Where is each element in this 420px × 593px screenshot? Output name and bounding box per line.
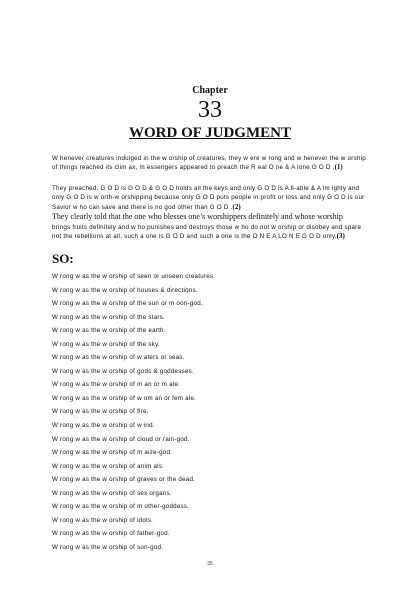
list-item: W rong w as the w orship of m an or m ale. <box>52 381 181 389</box>
list-item: W rong w as the w orship of idols. <box>52 516 154 524</box>
so-heading: SO: <box>52 251 74 266</box>
list-item: W rong w as the w orship of w ind. <box>52 422 155 430</box>
list-item: W rong w as the w orship of seen or unseen creatures. <box>52 273 216 280</box>
wrong-worship-list <box>52 270 370 554</box>
paragraph-3 <box>52 223 370 242</box>
list-item: W rong w as the w orship of the stars. <box>52 313 166 321</box>
list-item: W rong w as the w orship of the sky. <box>52 340 160 348</box>
paragraph-3-lead: They clearly told that the one who blesses one’s worshippers definitely and whose worship <box>52 212 343 221</box>
paragraph-2 <box>52 184 370 212</box>
list-item: W rong w as the w orship of sex organs. <box>52 489 172 497</box>
list-item: W rong w as the w orship of anim als. <box>52 462 165 470</box>
list-item: W rong w as the w orship of the sun or m oon-god. <box>52 300 203 308</box>
paragraph-2-text: They preached, G O D is G O D & G O D holds all the keys and only G O D is A ll-able & A lm ighty and only G O D is w orth-w orshipping because only G O D puts people in profit or loss and only G O D is our Savior w ho can save and there is no god other than G O D . <box>52 185 365 211</box>
list-item: W rong w as the w orship of son-god. <box>52 543 164 551</box>
list-item: W rong w as the w orship of cloud or rain-god. <box>52 435 190 443</box>
chapter-number: 33 <box>198 97 222 123</box>
list-item: W rong w as the w orship of m aize-god. <box>52 449 173 457</box>
list-item: W rong w as the w orship of gods & goddesses. <box>52 367 194 375</box>
list-item: W rong w as the w orship of fire. <box>52 408 149 416</box>
paragraph-1-text: W henever creatures indulged in the w orship of creatures, they w ere w rong and w henever the w orship of things reached its clim ax, m essengers appeared to preach the R eal O ne & A lone G O D . <box>52 155 366 172</box>
list-item: W rong w as the w orship of w om an or fem ale. <box>52 394 197 402</box>
footnote-ref-2: (2) <box>232 202 241 211</box>
list-item: W rong w as the w orship of father-god. <box>52 530 170 538</box>
paragraph-1 <box>52 154 370 173</box>
list-item: W rong w as the w orship of m other-goddess. <box>52 503 190 511</box>
footnote-ref-3: (3) <box>336 232 345 241</box>
list-item: W rong w as the w orship of houses & directions. <box>52 286 198 294</box>
list-item: W rong w as the w orship of w aters or seas. <box>52 354 185 362</box>
list-item: W rong w as the w orship of the earth. <box>52 327 166 335</box>
page-number: 35 <box>207 561 213 567</box>
paragraph-3-text: brings fruits definitely and w ho punishes and destroys those w ho do not w orship or disobey and spare not the rebellions at all, such a one is G O D and such a one is the O N E A LO N E G O D only. <box>52 224 362 241</box>
chapter-label: Chapter <box>192 85 228 96</box>
chapter-title: WORD OF JUDGMENT <box>129 125 291 141</box>
list-item: W rong w as the w orship of graves or the dead. <box>52 476 196 484</box>
footnote-ref-1: (1) <box>334 163 343 172</box>
